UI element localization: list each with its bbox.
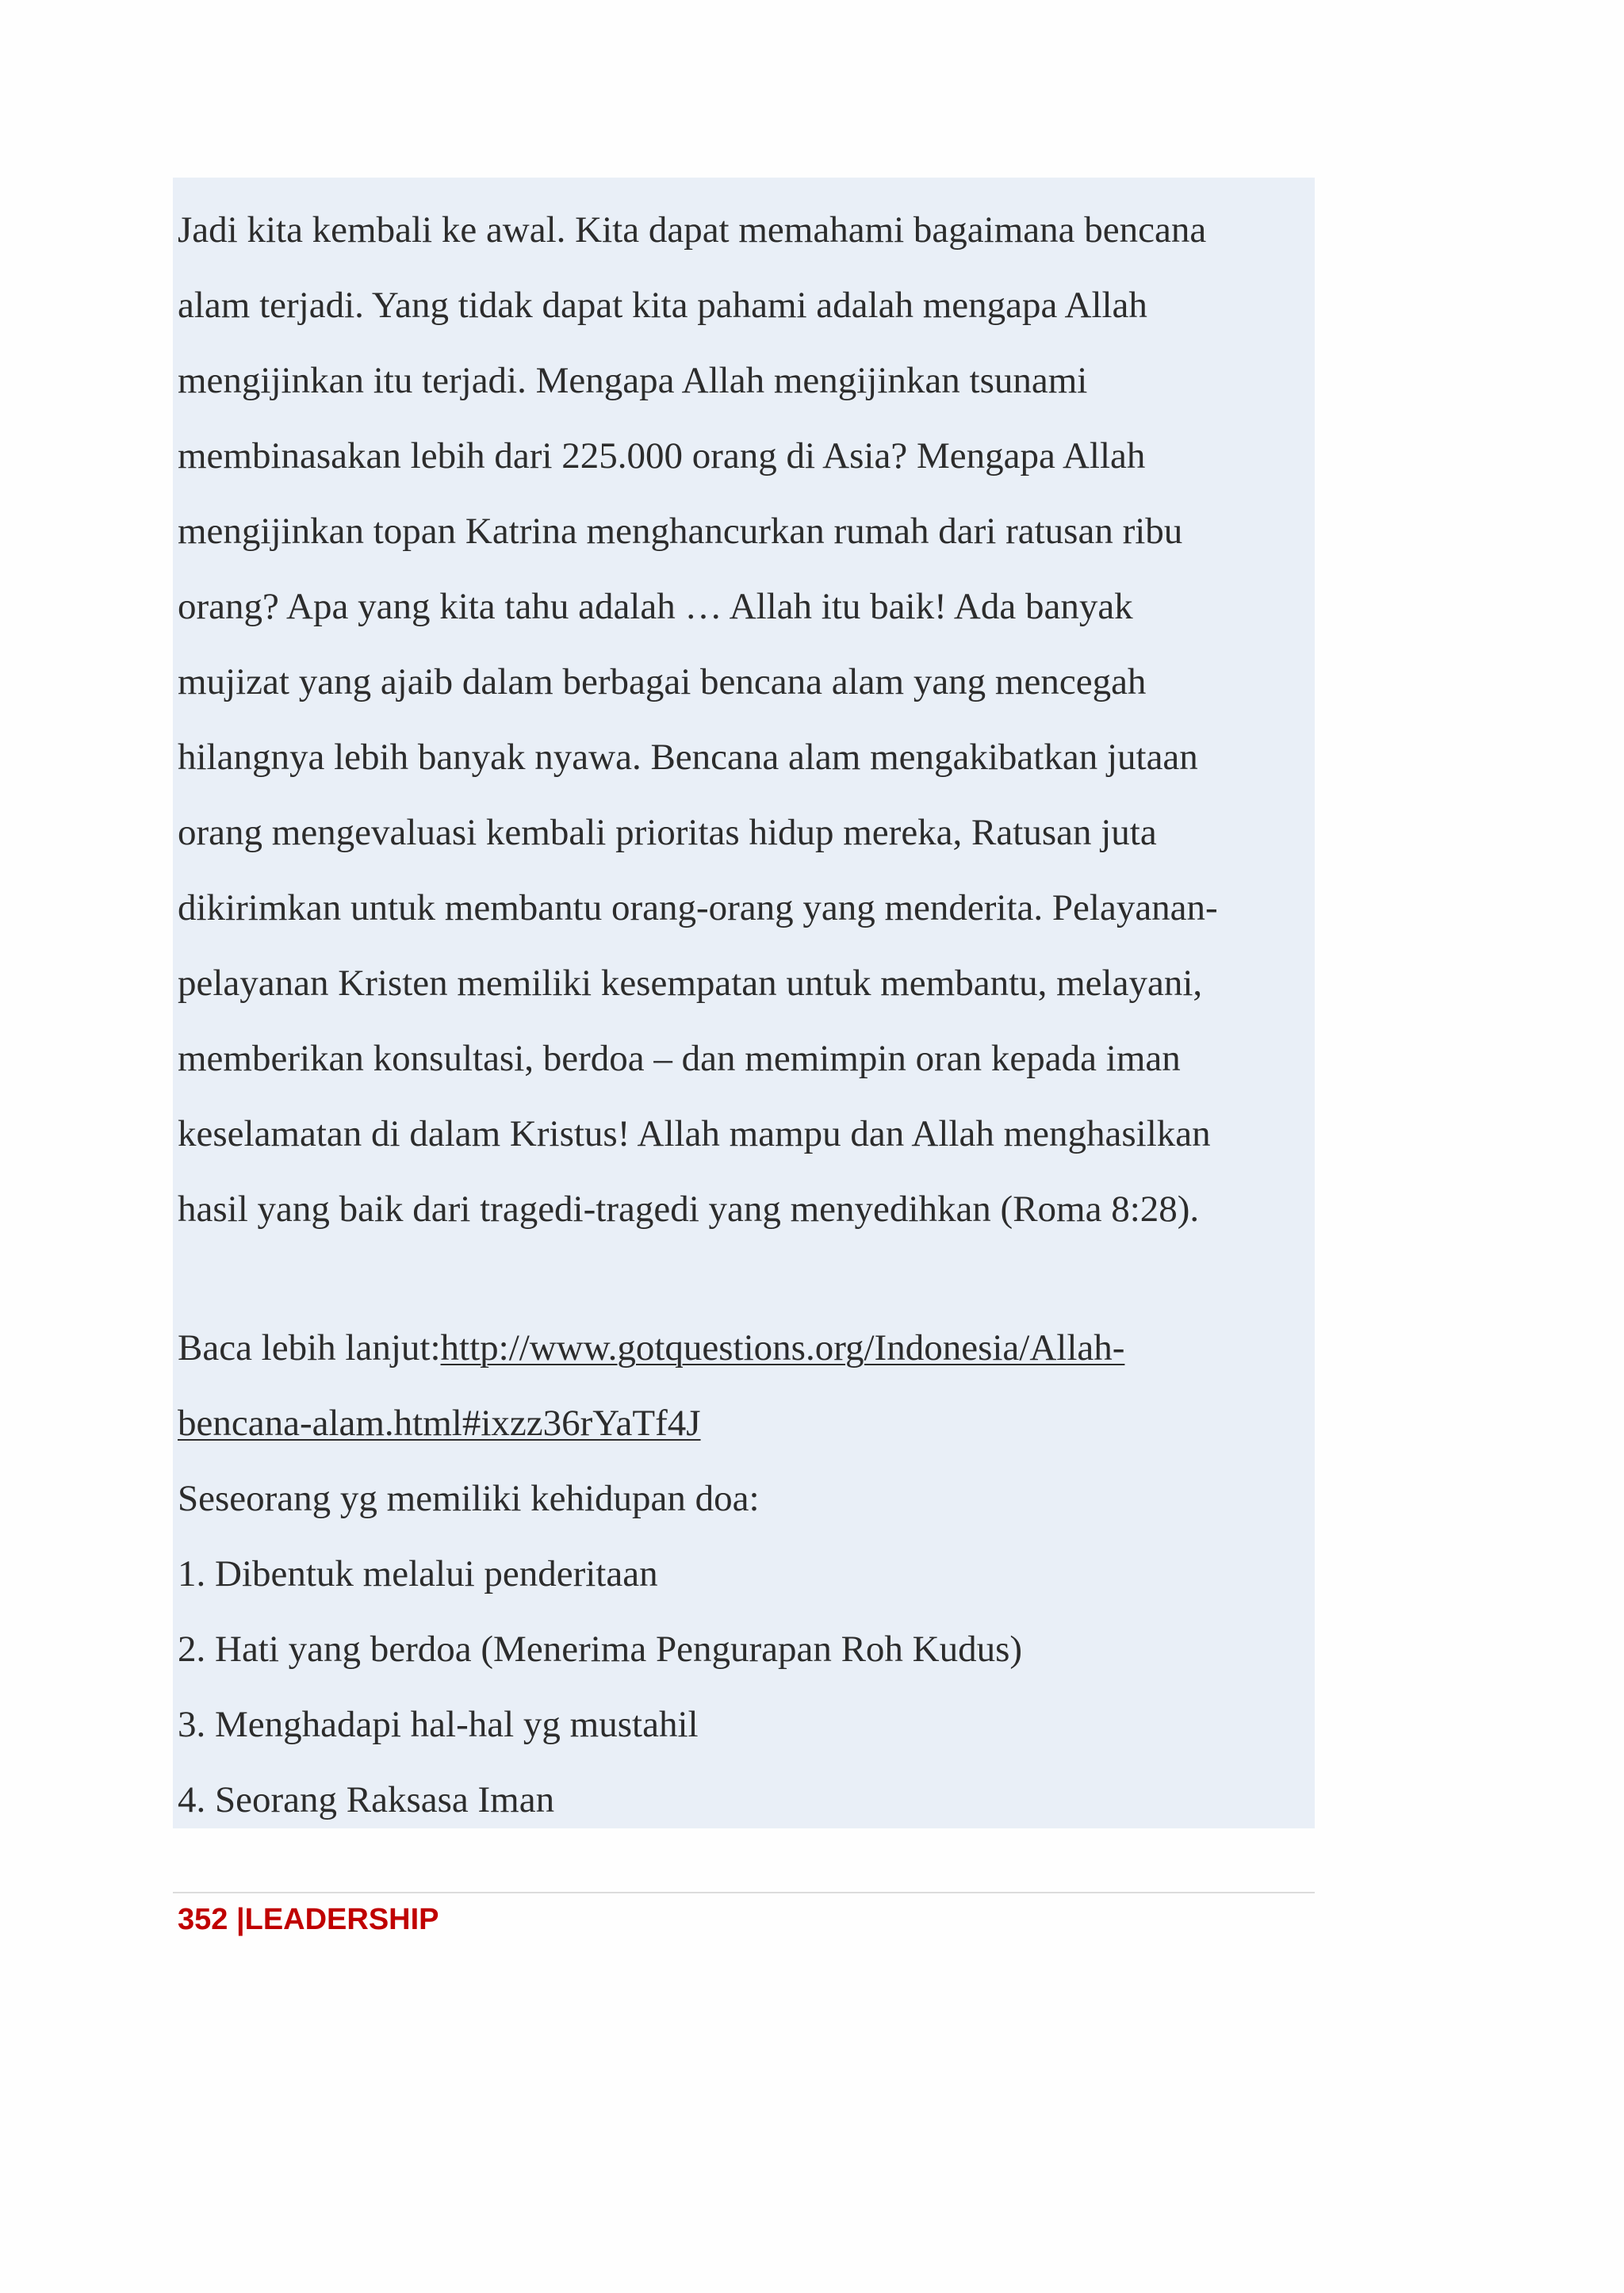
list-heading: Seseorang yg memiliki kehidupan doa: (178, 1478, 760, 1519)
paragraph-line: pelayanan Kristen memiliki kesempatan untuk membantu, melayani, (178, 963, 1203, 1004)
paragraph-line: Jadi kita kembali ke awal. Kita dapat memahami bagaimana bencana (178, 209, 1207, 251)
paragraph-line: hilangnya lebih banyak nyawa. Bencana alam mengakibatkan jutaan (178, 737, 1198, 778)
footer-separator: | (228, 1903, 245, 1936)
list-item: 2. Hati yang berdoa (Menerima Pengurapan Roh Kudus) (178, 1629, 1023, 1670)
footer-divider (173, 1892, 1315, 1893)
paragraph-line: mujizat yang ajaib dalam berbagai bencana alam yang mencegah (178, 661, 1147, 702)
read-more-line-continued (178, 1399, 701, 1447)
page-footer (178, 1900, 439, 1939)
paragraph-line: memberikan konsultasi, berdoa – dan memimpin oran kepada iman (178, 1038, 1181, 1079)
paragraph-line: hasil yang baik dari tragedi-tragedi yang menyedihkan (Roma 8:28). (178, 1189, 1200, 1230)
source-link[interactable]: http://www.gotquestions.org/Indonesia/Allah- (440, 1327, 1125, 1369)
paragraph-line: orang mengevaluasi kembali prioritas hidup mereka, Ratusan juta (178, 812, 1157, 853)
paragraph-line: mengijinkan topan Katrina menghancurkan rumah dari ratusan ribu (178, 511, 1183, 552)
page-number: 352 (178, 1903, 228, 1936)
paragraph-line: alam terjadi. Yang tidak dapat kita pahami adalah mengapa Allah (178, 285, 1147, 326)
list-item: 3. Menghadapi hal-hal yg mustahil (178, 1704, 699, 1745)
read-more-prefix: Baca lebih lanjut: (178, 1327, 441, 1369)
source-link-continued[interactable]: bencana-alam.html#ixzz36rYaTf4J (178, 1403, 701, 1444)
read-more-line (178, 1324, 1124, 1372)
paragraph-line: keselamatan di dalam Kristus! Allah mampu dan Allah menghasilkan (178, 1113, 1211, 1154)
section-name: LEADERSHIP (244, 1903, 439, 1936)
paragraph-line: mengijinkan itu terjadi. Mengapa Allah mengijinkan tsunami (178, 360, 1088, 401)
list-item: 4. Seorang Raksasa Iman (178, 1779, 555, 1820)
paragraph-line: dikirimkan untuk membantu orang-orang yang menderita. Pelayanan- (178, 887, 1218, 928)
paragraph-line: orang? Apa yang kita tahu adalah … Allah itu baik! Ada banyak (178, 586, 1133, 627)
paragraph-line: membinasakan lebih dari 225.000 orang di Asia? Mengapa Allah (178, 435, 1146, 477)
list-item: 1. Dibentuk melalui penderitaan (178, 1553, 658, 1594)
